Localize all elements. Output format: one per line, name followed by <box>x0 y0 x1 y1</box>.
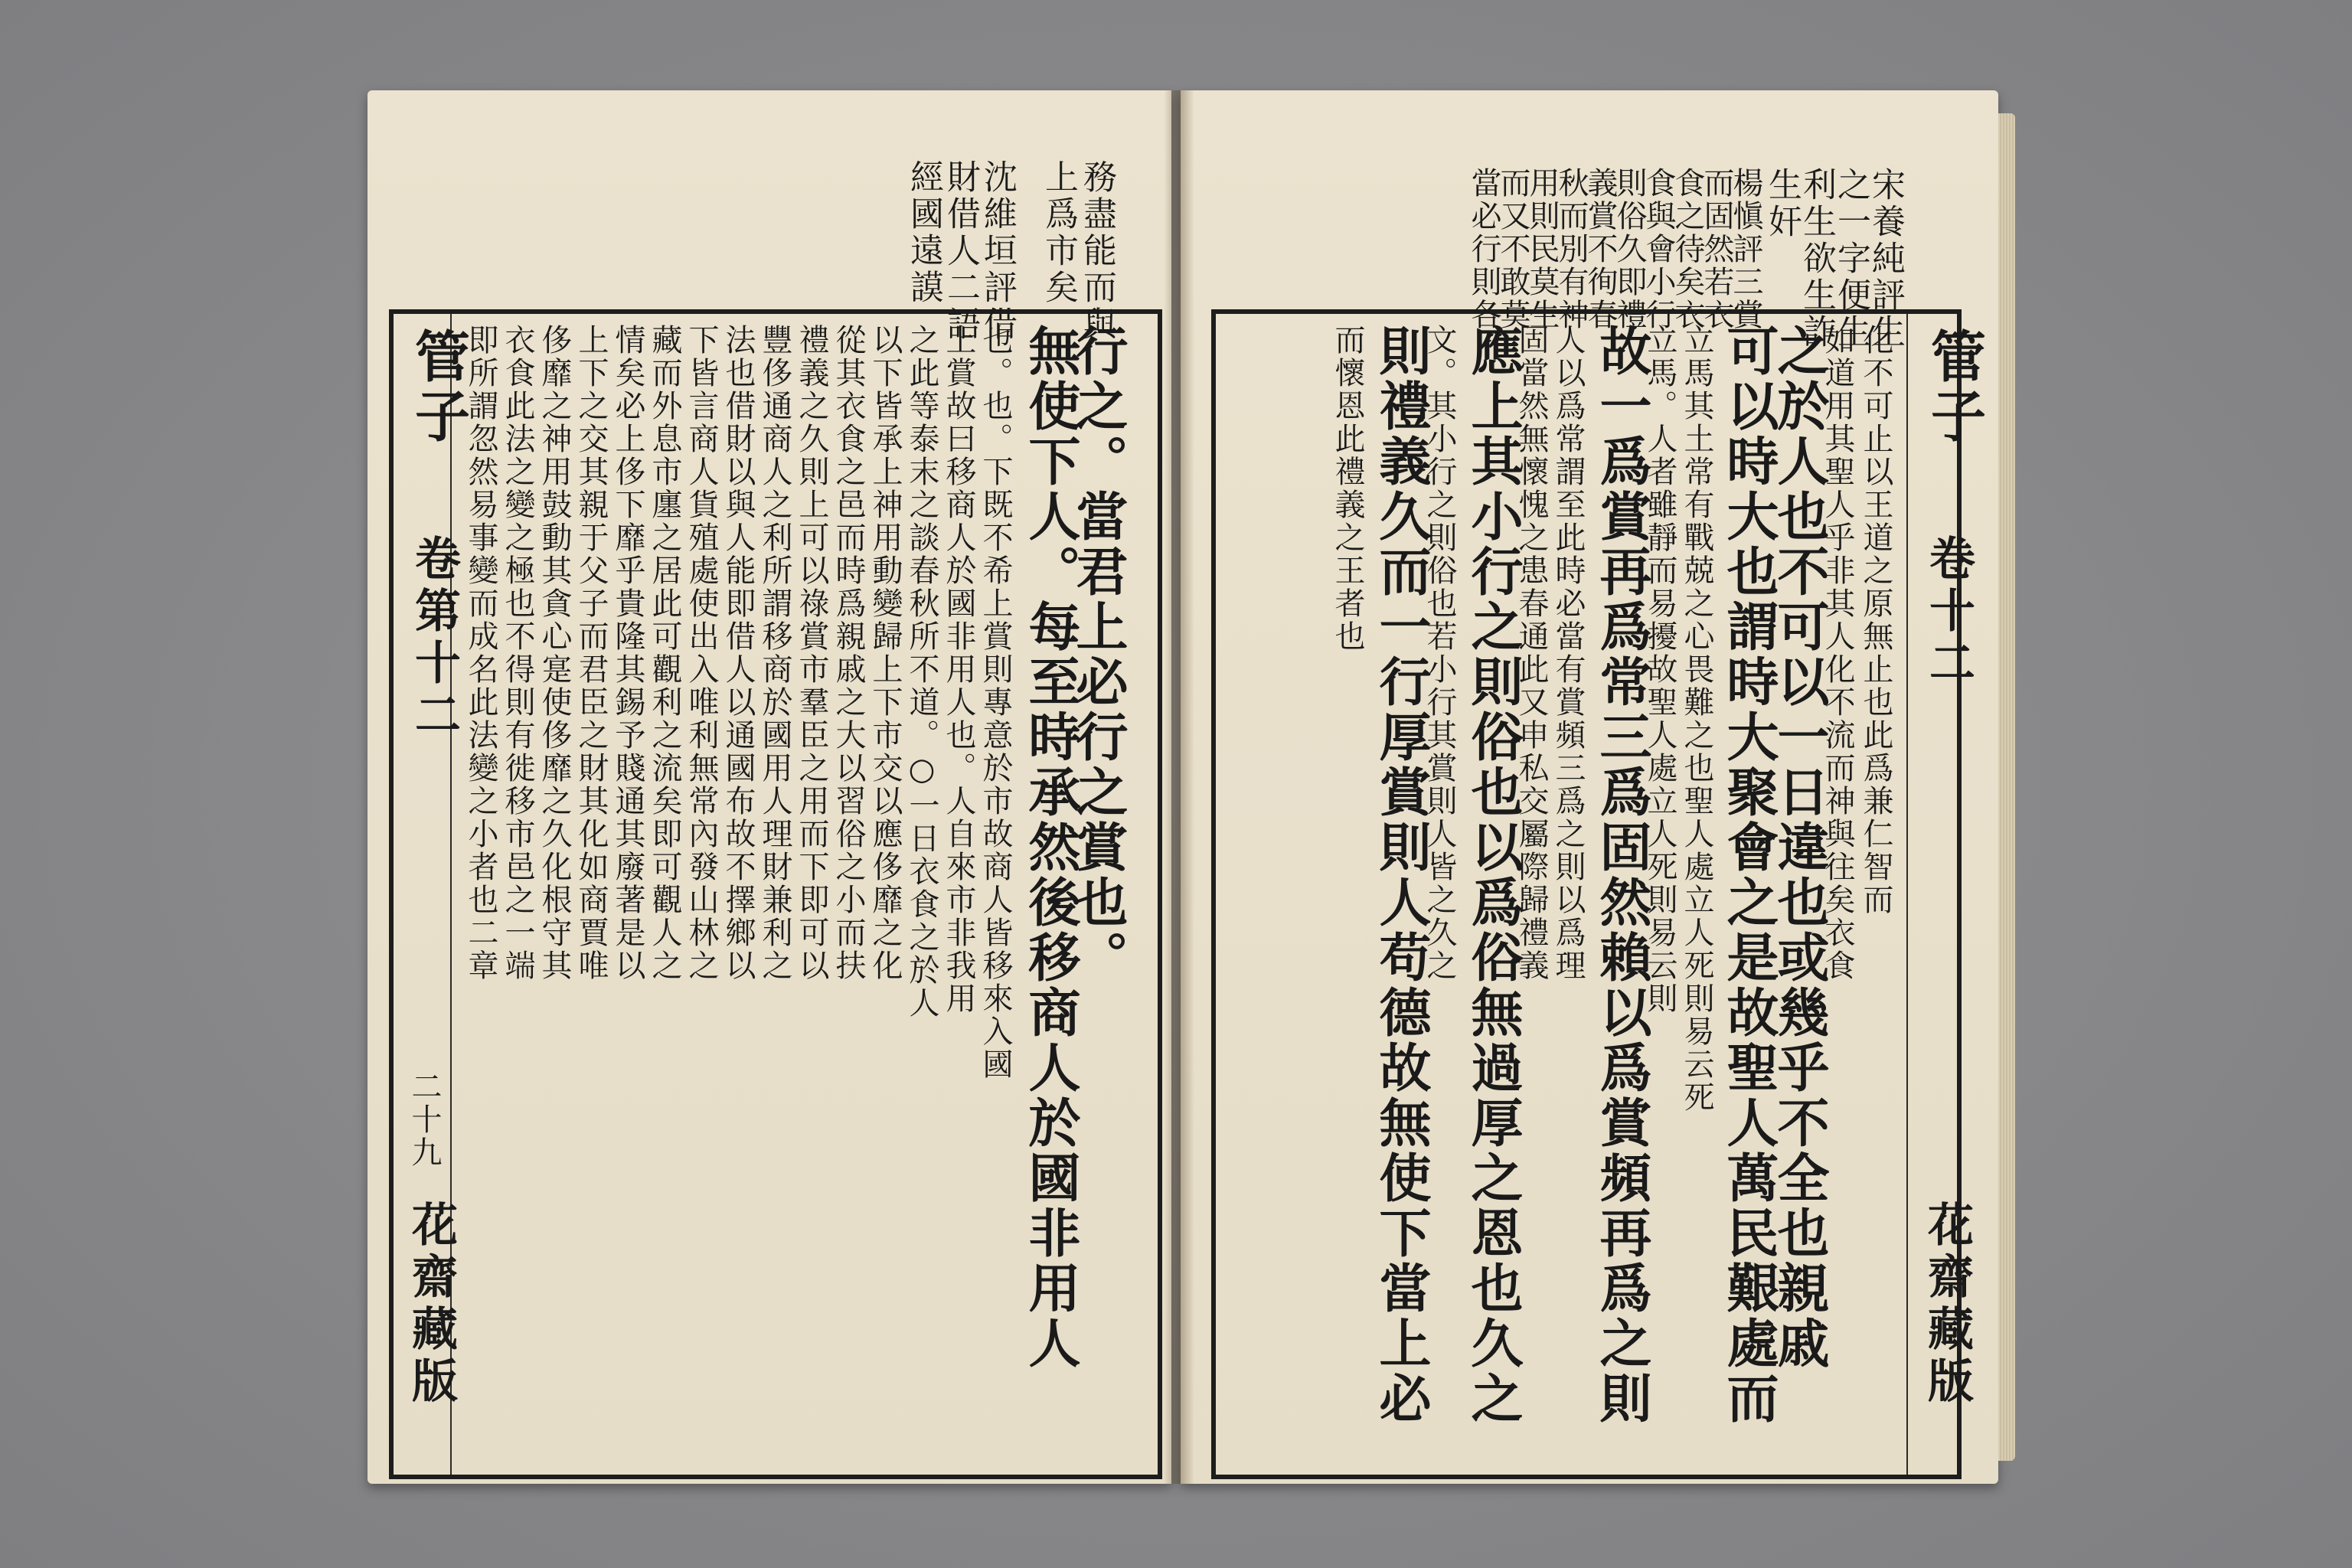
right-column: 立馬其土常有戰兢之心畏難之也聖人處立人死則易云死 <box>1679 324 1714 1114</box>
margin-chapter: 卷十二 <box>1922 534 1975 691</box>
left-header-note: 務盡能而與 <box>1077 159 1116 343</box>
right-column: 如道用其聖人乎非其人化不流而神與往矣衣食 <box>1820 324 1855 982</box>
right-header-note: 之一字便生 <box>1831 167 1870 351</box>
right-header-note: 而固然若衣 <box>1699 167 1734 332</box>
open-book <box>368 90 1998 1484</box>
right-header-note: 則俗久即禮 <box>1612 167 1647 332</box>
publisher-mark: 花齋藏版 <box>1920 1200 1974 1409</box>
right-column: 文。其小行之則俗也若小行其賞則人皆之久之 <box>1422 324 1457 982</box>
right-column: 之於人也不可以一日違也或幾乎不全也親戚 <box>1769 324 1830 1371</box>
left-column: 無使下人。每至時承然後移商人於國非用人 <box>1020 324 1081 1371</box>
right-header-note: 利生欲生詐 <box>1797 167 1836 351</box>
right-column: 立馬。人者雖靜而易擾故聖人處立人死則易云則 <box>1642 324 1677 1015</box>
margin-chapter: 卷第十二 <box>407 534 461 743</box>
left-column: 上下之交其親于父子而君臣之財其化如商賈唯 <box>573 324 609 982</box>
right-header-note: 義賞不徇春 <box>1583 167 1618 332</box>
right-header-note: 宋養純評生 <box>1866 167 1905 351</box>
left-column: 以下皆承上神用動變歸上下市交以應侈靡之化 <box>867 324 903 982</box>
left-column: 下皆言商人貨殖處使出入唯利無常內發山林之 <box>684 324 719 982</box>
right-header-note: 食之待矣衣 <box>1670 167 1705 332</box>
right-column: 而懷恩此禮義之王者也 <box>1330 324 1365 653</box>
margin-title: 管子 <box>1922 328 1987 447</box>
publisher-mark: 花齋藏版 <box>404 1200 458 1409</box>
right-header-note: 食與會小行 <box>1641 167 1676 332</box>
left-column: 即所謂忽然易事變而成名此法變之小者也二章 <box>463 324 498 982</box>
right-column: 則禮義久而一行厚賞則人苟德故無使下當上必 <box>1370 324 1432 1426</box>
right-header-note: 楊愼評三賞 <box>1728 167 1763 332</box>
right-column: 化不可止以王道之原無止也此爲兼仁智而 <box>1858 324 1893 916</box>
left-header-note: 上爲市矣 <box>1039 159 1078 306</box>
right-column: 故一爲賞再爲常三爲固然賴以爲賞頻再爲之則 <box>1591 324 1652 1426</box>
left-column: 藏而外息市廛之居此可觀利之流矣即可觀人之 <box>647 324 682 982</box>
right-column: 應上其小行之則俗也以爲俗無過厚之恩也久之 <box>1462 324 1524 1426</box>
right-header-note: 而又不敢莫 <box>1495 167 1530 332</box>
left-column: 也。也。下既不希上賞則專意於市故商人皆移來入國 <box>978 324 1013 1081</box>
left-column: 豐侈通商人之利所謂移商於國用人理財兼利之 <box>757 324 792 982</box>
left-column: 上賞故曰移商人於國非用人也。人自來市非我用 <box>941 324 976 1015</box>
right-header-note: 用則民莫生 <box>1524 167 1560 332</box>
left-column: 從其衣食之邑而時爲親戚之大以習俗之小而扶 <box>831 324 866 982</box>
left-column: 衣食此法之變之極也不得則有徙移市邑之一端 <box>500 324 535 982</box>
left-column: 法也借財以與人能即借人以通國布故不擇鄉以 <box>720 324 756 982</box>
right-column: 固當然無懷愧之患春通此又申私交屬際歸禮義 <box>1514 324 1549 982</box>
left-header-note: 沈維垣評借 <box>978 159 1017 343</box>
right-column: 人以爲常謂至此時必當有賞頻三爲之則以爲理 <box>1550 324 1586 982</box>
book-gutter <box>1164 90 1194 1484</box>
margin-title: 管子 <box>406 328 471 447</box>
left-header-note: 財借人二語 <box>941 159 980 343</box>
margin-divider <box>1906 314 1908 1475</box>
folio-number: 二十九 <box>407 1070 442 1169</box>
right-header-note: 當必行則各 <box>1466 167 1501 332</box>
page-edges <box>1998 113 2015 1461</box>
left-header-note: 經國遠謨 <box>904 159 943 306</box>
right-header-note: 生奸 <box>1762 167 1802 240</box>
left-column: 之此等泰末之談春秋所不道。○一日衣食之於人 <box>904 324 939 1020</box>
left-column: 侈靡之神用鼓動其貪心寔使侈靡之久化根守其 <box>537 324 572 982</box>
left-column: 情矣必上侈下靡乎貴隆其錫予賤通其廢著是以 <box>610 324 645 982</box>
left-column: 行之。當君上必行之賞也。 <box>1067 324 1129 985</box>
left-column: 禮義之久則上可以祿賞市羣臣之用而下即可以 <box>794 324 829 982</box>
right-header-note: 秋而別有神 <box>1553 167 1589 332</box>
right-column: 可以時大也謂時大聚會之是故聖人萬民艱處而 <box>1718 324 1779 1426</box>
